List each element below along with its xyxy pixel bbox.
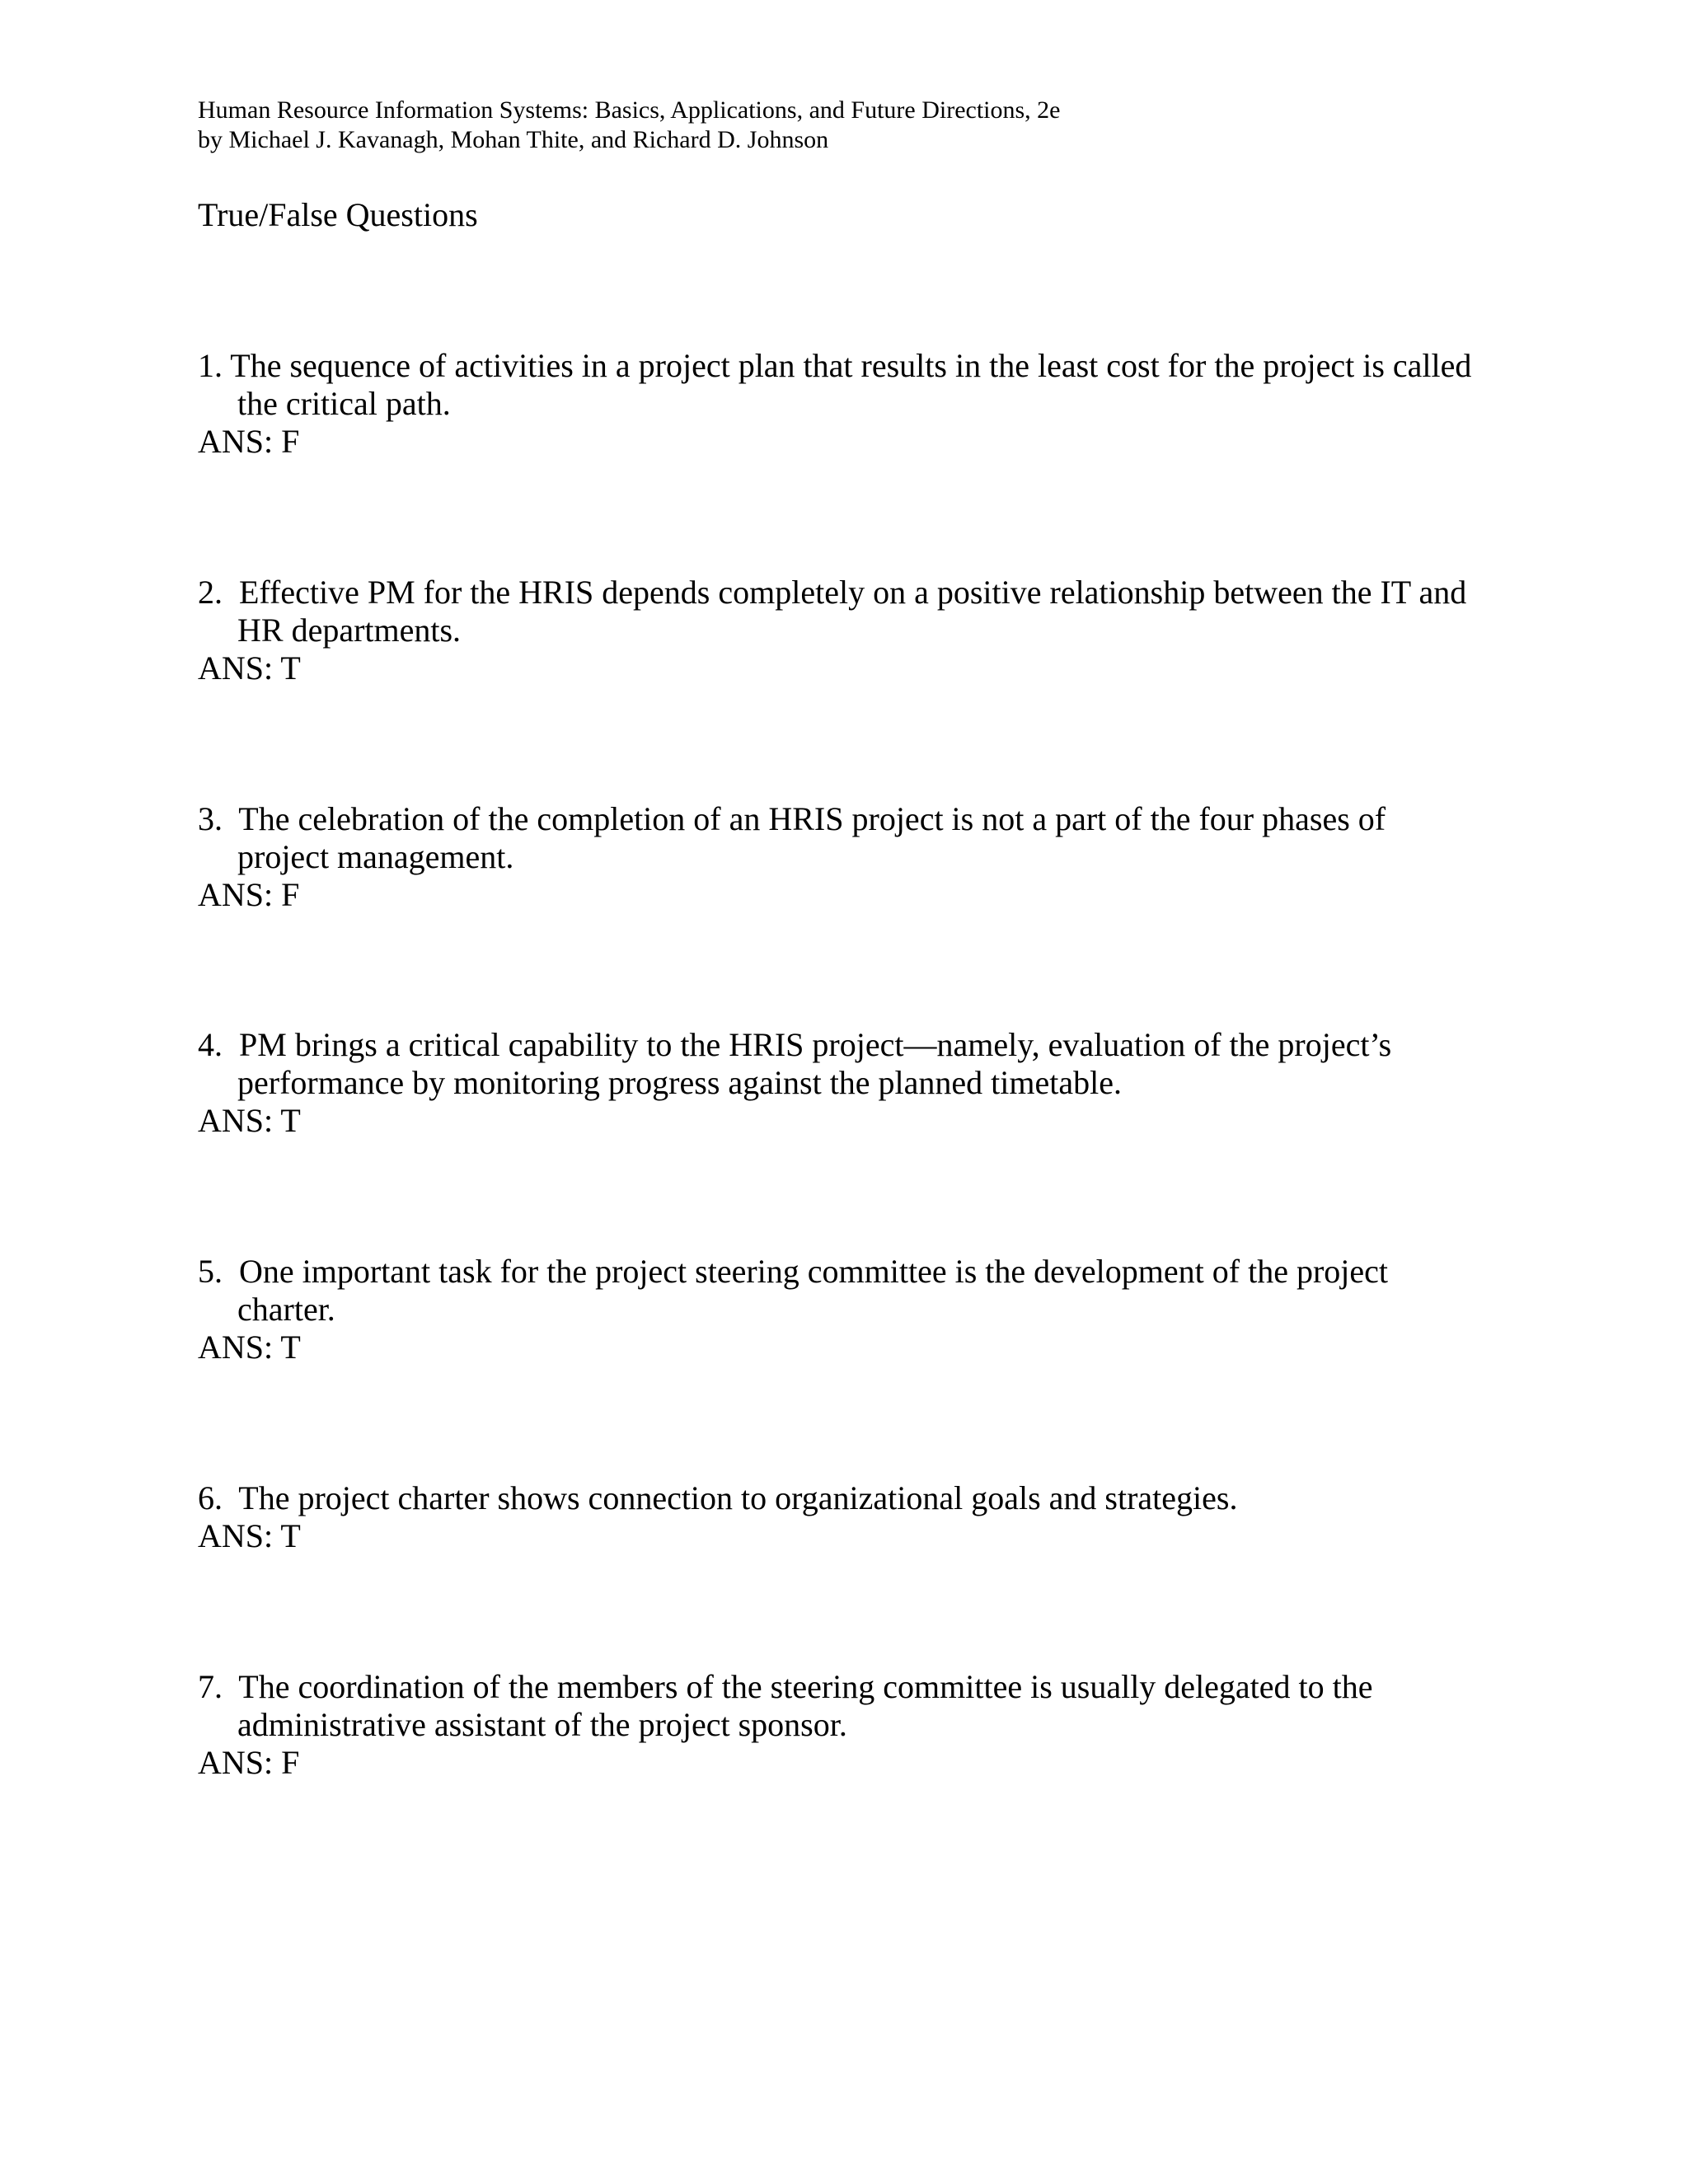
question-number: 1. xyxy=(198,347,223,384)
answer-key: ANS: T xyxy=(198,1517,301,1554)
question-item xyxy=(198,1253,1517,1366)
question-continuation: performance by monitoring progress against the planned timetable. xyxy=(237,1064,1123,1101)
answer-key: ANS: F xyxy=(198,876,300,913)
question-text xyxy=(198,1668,1517,1706)
question-line: The project charter shows connection to organizational goals and strategies. xyxy=(238,1479,1238,1516)
question-text xyxy=(198,1026,1517,1064)
answer-key: ANS: T xyxy=(198,1329,301,1366)
question-number: 4. xyxy=(198,1026,223,1063)
question-item xyxy=(198,800,1517,914)
answer-key: ANS: T xyxy=(198,1102,301,1139)
question-line: The celebration of the completion of an HRIS project is not a part of the four phases of xyxy=(238,800,1386,837)
question-continuation: HR departments. xyxy=(237,612,462,649)
question-line: One important task for the project steering committee is the development of the project xyxy=(239,1253,1389,1290)
question-item xyxy=(198,574,1517,687)
question-continuation: charter. xyxy=(237,1291,335,1328)
question-line: Effective PM for the HRIS depends completely on a positive relationship between the IT and xyxy=(239,574,1467,611)
question-number: 2. xyxy=(198,574,223,611)
answer-key: ANS: T xyxy=(198,649,301,687)
question-item xyxy=(198,1479,1517,1555)
question-continuation: project management. xyxy=(237,838,514,875)
question-number: 5. xyxy=(198,1253,223,1290)
document-header xyxy=(198,96,1517,155)
question-text xyxy=(198,800,1517,838)
question-number: 6. xyxy=(198,1479,223,1516)
question-text xyxy=(198,1253,1517,1291)
question-line: PM brings a critical capability to the HRIS project—namely, evaluation of the project’s xyxy=(239,1026,1392,1063)
question-number: 7. xyxy=(198,1668,223,1705)
question-text xyxy=(198,1479,1517,1517)
question-continuation: administrative assistant of the project sponsor. xyxy=(237,1706,847,1743)
question-item xyxy=(198,1026,1517,1140)
question-line: The sequence of activities in a project plan that results in the least cost for the project is called xyxy=(230,347,1472,384)
question-text xyxy=(198,347,1517,385)
question-continuation: the critical path. xyxy=(237,385,451,422)
question-item xyxy=(198,1668,1517,1782)
question-item xyxy=(198,347,1517,461)
answer-key: ANS: F xyxy=(198,1744,300,1781)
book-title: Human Resource Information Systems: Basics, Applications, and Future Directions, 2e xyxy=(198,96,1061,124)
question-line: The coordination of the members of the steering committee is usually delegated to the xyxy=(238,1668,1373,1705)
book-authors: by Michael J. Kavanagh, Mohan Thite, and Richard D. Johnson xyxy=(198,126,829,153)
answer-key: ANS: F xyxy=(198,423,300,460)
question-number: 3. xyxy=(198,800,223,837)
section-title: True/False Questions xyxy=(198,196,478,233)
question-text xyxy=(198,574,1517,612)
